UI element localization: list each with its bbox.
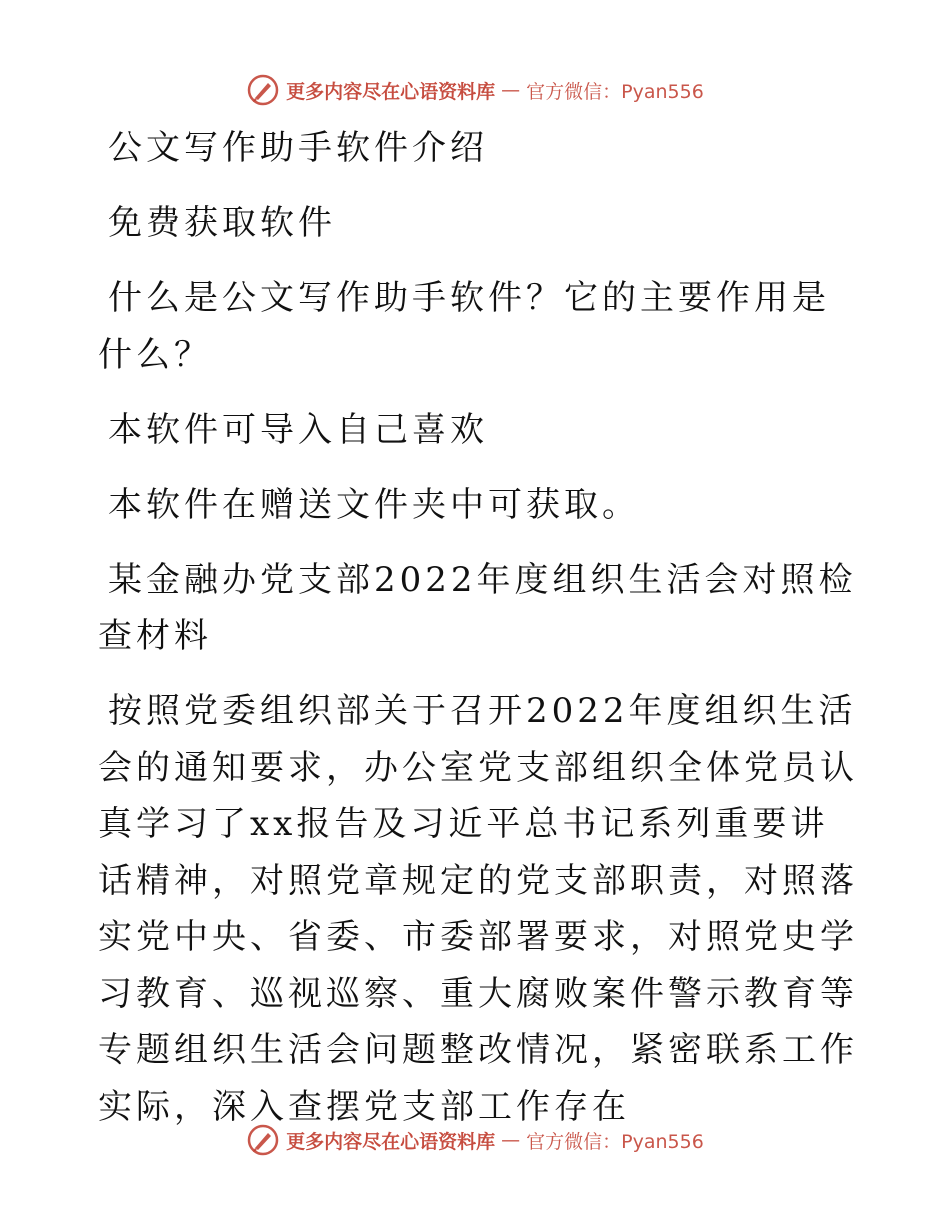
document-body [98,120,858,1154]
paragraph-import: 本软件可导入自己喜欢 [108,409,488,450]
paragraph-free-software: 免费获取软件 [108,203,336,243]
header-brand-text: 更多内容尽在心语资料库 [286,80,496,103]
header-separator: — [501,79,521,101]
document-title: 某金融办党支部2022年度组织生活会对照检查材料 [98,559,857,656]
header-wechat-text: 官方微信：Pyan556 [526,80,704,103]
footer-brand-text: 更多内容尽在心语资料库 [286,1130,496,1153]
paragraph-software-intro: 公文写作助手软件介绍 [108,128,488,168]
quill-pen-logo-icon [246,1123,280,1157]
paragraph-what-is-software: 什么是公文写作助手软件？它的主要作用是什么？ [98,278,830,375]
footer-banner [0,1122,950,1158]
header-banner [0,72,950,108]
paragraph-body: 按照党委组织部关于召开2022年度组织生活会的通知要求，办公室党支部组织全体党员认真学习了xx报告及习近平总书记系列重要讲话精神，对照党章规定的党支部职责，对照落实党中央、省委、市委部署要求，对照党史学习教育、巡视巡察、重大腐败案件警示教育等专题组织生活会问题整改情况，紧密联系工作实际，深入查摆党支部工作存在 [98,691,858,1127]
footer-separator: — [501,1129,521,1151]
quill-pen-logo-icon [246,73,280,107]
footer-wechat-text: 官方微信：Pyan556 [526,1130,704,1153]
paragraph-gift-folder: 本软件在赠送文件夹中可获取。 [108,484,640,525]
